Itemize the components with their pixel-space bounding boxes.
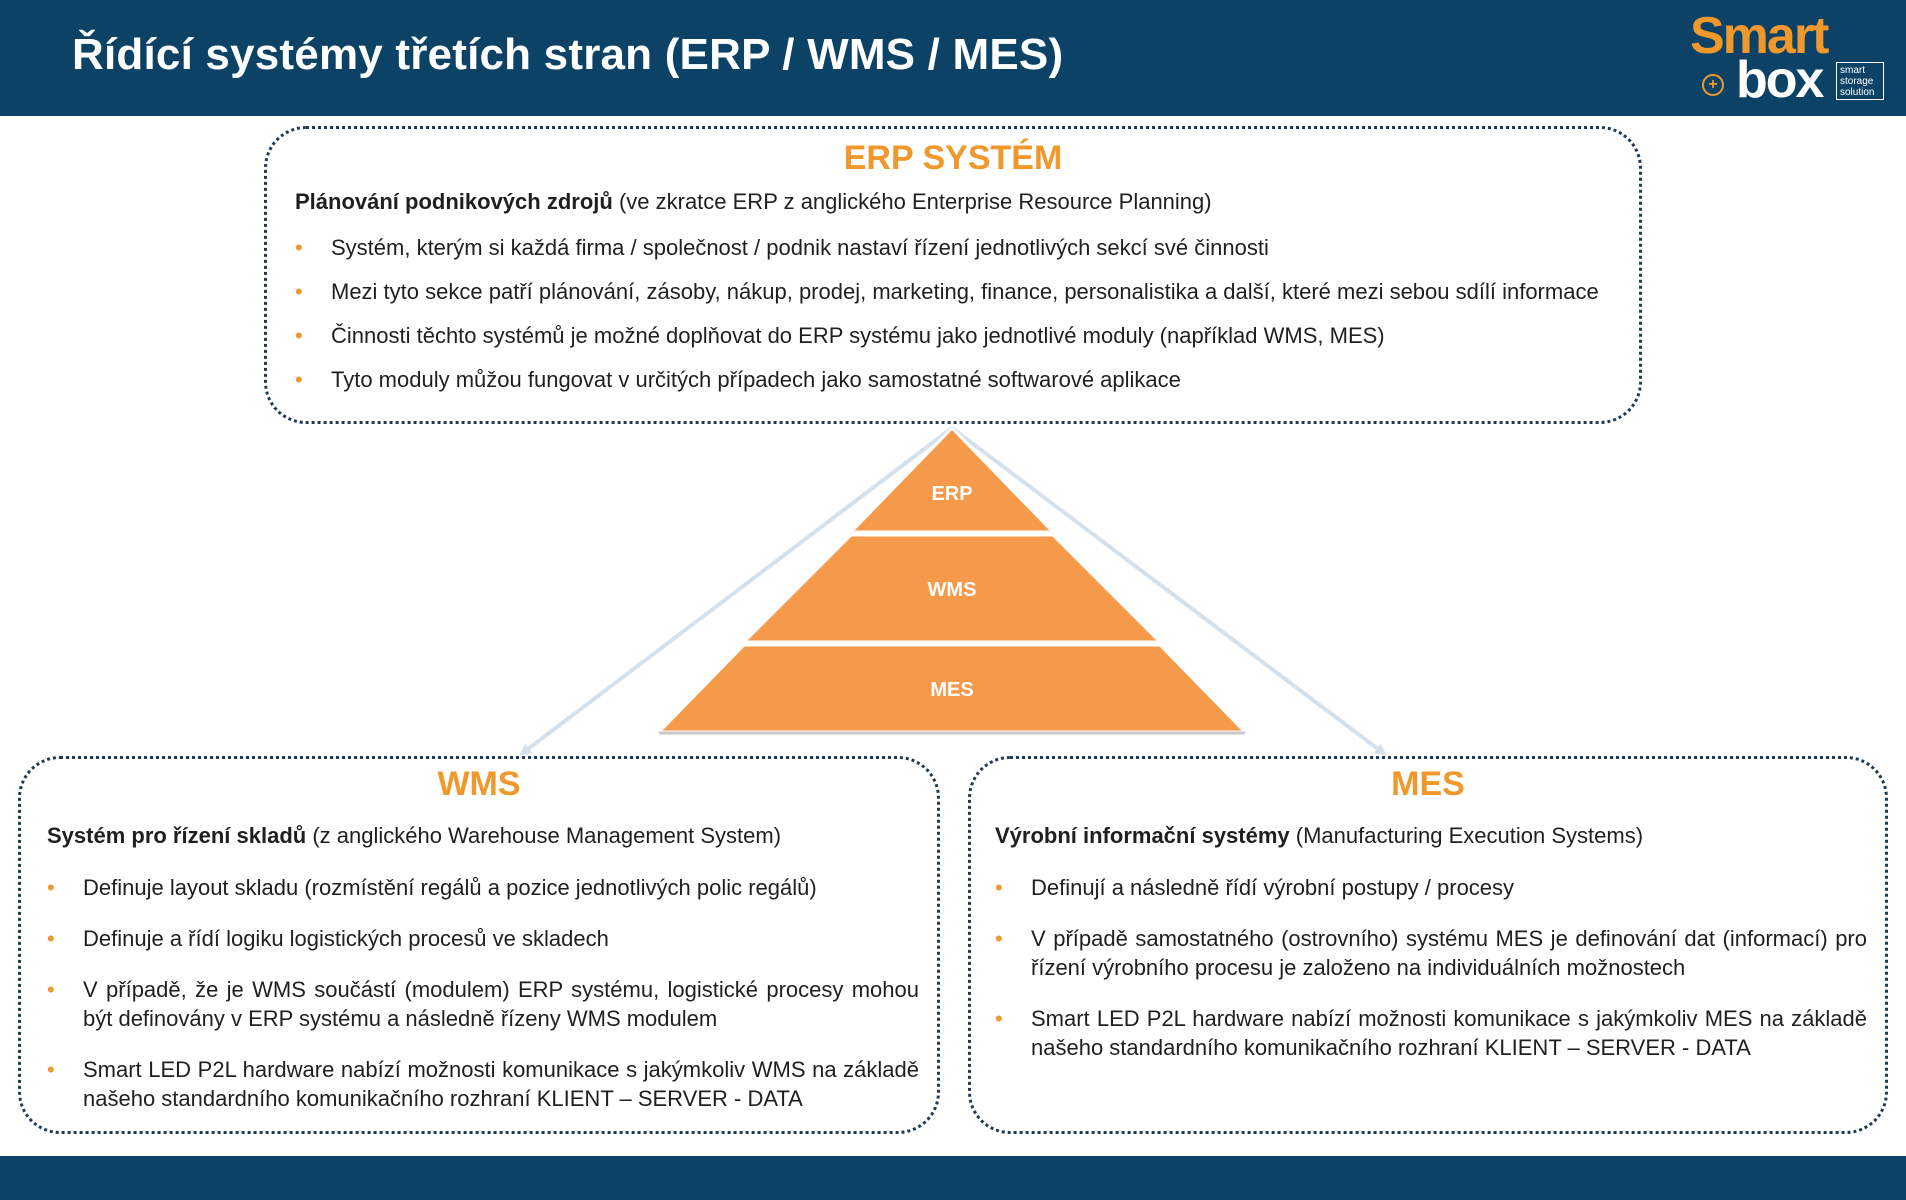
mes-bullet: • V případě samostatného (ostrovního) systému MES je definování dat (informací) pro řízení výrobního procesu je založeno na individuálních možnostech bbox=[995, 924, 1867, 982]
mes-bullet-list bbox=[995, 873, 1867, 1062]
wms-bullet: • Smart LED P2L hardware nabízí možnosti komunikace s jakýmkoliv WMS na základě našeho standardního komunikačního rozhraní KLIENT – SERVER - DATA bbox=[47, 1055, 919, 1113]
erp-bullet: • Systém, kterým si každá firma / společnost / podnik nastaví řízení jednotlivých sekcí své činnosti bbox=[295, 233, 1625, 262]
erp-bullet: • Činnosti těchto systémů je možné doplňovat do ERP systému jako jednotlivé moduly (například WMS, MES) bbox=[295, 321, 1625, 350]
mes-subtitle-rest: (Manufacturing Execution Systems) bbox=[1289, 823, 1644, 848]
pyramid-label-mes: MES bbox=[930, 679, 974, 701]
wms-bullet-list bbox=[47, 873, 919, 1113]
erp-bullet-list bbox=[295, 233, 1625, 394]
erp-subtitle bbox=[295, 189, 1212, 215]
mes-bullet: • Smart LED P2L hardware nabízí možnosti komunikace s jakýmkoliv MES na základě našeho standardního komunikačního rozhraní KLIENT – SERVER - DATA bbox=[995, 1004, 1867, 1062]
footer-bar bbox=[0, 1156, 1906, 1200]
erp-bullet: • Tyto moduly můžou fungovat v určitých případech jako samostatné softwarové aplikace bbox=[295, 365, 1625, 394]
wms-title: WMS bbox=[437, 765, 521, 803]
pyramid-label-erp: ERP bbox=[931, 483, 973, 505]
mes-subtitle bbox=[995, 823, 1643, 849]
wms-box bbox=[18, 756, 940, 1134]
erp-bullet: • Mezi tyto sekce patří plánování, zásoby, nákup, prodej, marketing, finance, personalistika a další, které mezi sebou sdílí informace bbox=[295, 277, 1625, 306]
logo-word-smart: Smart bbox=[1690, 7, 1828, 65]
erp-subtitle-bold: Plánování podnikových zdrojů bbox=[295, 189, 613, 214]
erp-title: ERP SYSTÉM bbox=[843, 139, 1063, 177]
wms-bullet: • V případě, že je WMS součástí (modulem) ERP systému, logistické procesy mohou být definovány v ERP systému a následně řízeny WMS modulem bbox=[47, 975, 919, 1033]
mes-box bbox=[968, 756, 1888, 1134]
logo-plus-icon: + bbox=[1702, 74, 1724, 96]
wms-bullet: • Definuje a řídí logiku logistických procesů ve skladech bbox=[47, 924, 919, 953]
logo-tagline: smart storage solution bbox=[1836, 62, 1884, 100]
wms-subtitle-rest: (z anglického Warehouse Management System) bbox=[306, 823, 782, 848]
mes-title: MES bbox=[1391, 765, 1465, 803]
wms-subtitle bbox=[47, 823, 781, 849]
erp-box bbox=[264, 126, 1642, 424]
page-title: Řídící systémy třetích stran (ERP / WMS / MES) bbox=[72, 30, 1064, 79]
mes-bullet: • Definují a následně řídí výrobní postupy / procesy bbox=[995, 873, 1867, 902]
erp-subtitle-rest: (ve zkratce ERP z anglického Enterprise Resource Planning) bbox=[612, 189, 1212, 214]
pyramid-label-wms: WMS bbox=[927, 579, 977, 601]
logo-word-box: box bbox=[1736, 51, 1823, 109]
wms-bullet: • Definuje layout skladu (rozmístění regálů a pozice jednotlivých polic regálů) bbox=[47, 873, 919, 902]
mes-subtitle-bold: Výrobní informační systémy bbox=[995, 823, 1290, 848]
wms-subtitle-bold: Systém pro řízení skladů bbox=[47, 823, 307, 848]
